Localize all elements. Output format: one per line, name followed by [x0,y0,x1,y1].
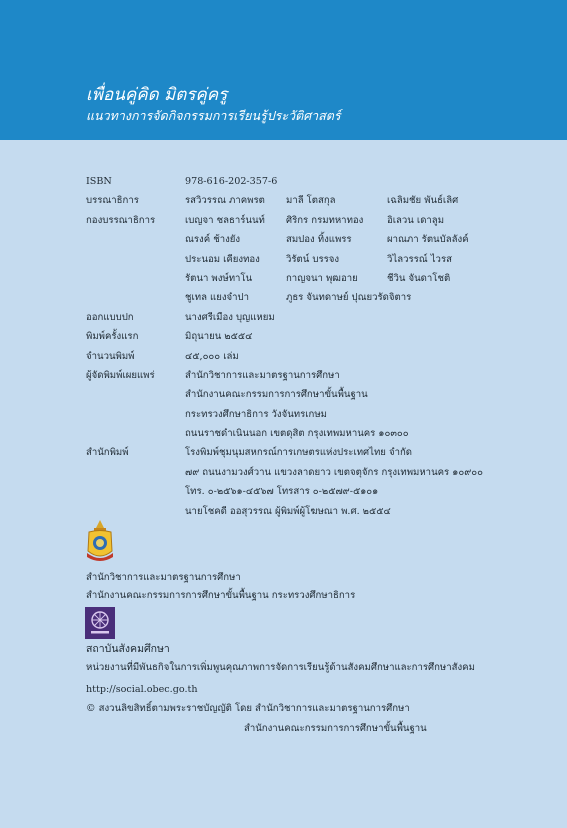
social-institute-description: หน่วยงานที่มีพันธกิจในการเพิ่มพูนคุณภาพการจัดการเรียนรู้ด้านสังคมศึกษาและการศึกษาสังคม [86,662,475,673]
credit-value: ๔๕,๐๐๐ เล่ม [185,350,239,362]
credit-value: กาญจนา พุฒอาย [286,272,358,284]
credit-label: จำนวนพิมพ์ [86,350,135,362]
credit-value: รสวิวรรณ ภาคพรต [185,195,265,207]
credit-row [86,385,546,404]
credit-label: สำนักพิมพ์ [86,447,129,459]
credit-row [86,327,546,346]
credit-value: โรงพิมพ์ชุมนุมสหกรณ์การเกษตรแห่งประเทศไทย จำกัด [185,447,413,459]
copyright-line-1: © สงวนลิขสิทธิ์ตามพระราชบัญญัติ โดย สำนักวิชาการและมาตรฐานการศึกษา [86,703,410,714]
credit-value: อิเลวน เดาลูม [387,214,445,226]
credit-row [86,463,546,482]
credit-row [86,482,546,501]
credits-block [86,172,546,521]
credit-value: สำนักงานคณะกรรมการการศึกษาขั้นพื้นฐาน [185,389,368,401]
credit-value: วิรัตน์ บรรจง [286,253,340,265]
credit-row [86,502,546,521]
credit-value: ๗๙ ถนนงามวงศ์วาน แขวงลาดยาว เขตจตุจักร กรุงเทพมหานคร ๑๐๙๐๐ [185,466,483,478]
credit-row [86,347,546,366]
credit-value: ประนอม เคียงทอง [185,253,260,265]
publisher-office: สำนักวิชาการและมาตรฐานการศึกษา [86,572,241,583]
credit-value: ศิริกร กรมทหาทอง [286,214,364,226]
credit-value: ภูธร จันทดาษย์ ปุณยวรัดจิตาร [286,292,412,304]
credit-row [86,288,546,307]
credit-label: ผู้จัดพิมพ์เผยแพร่ [86,369,155,381]
credit-row [86,308,546,327]
book-title: เพื่อนคู่คิด มิตรคู่ครู [86,85,228,105]
publisher-agency: สำนักงานคณะกรรมการการศึกษาขั้นพื้นฐาน กระทรวงศึกษาธิการ [86,590,356,601]
credit-value: นายโชคดี ออสุวรรณ ผู้พิมพ์ผู้โฆษณา พ.ศ. ๒๕๕๔ [185,505,391,517]
credit-value: มาลี โตสกุล [286,195,336,207]
credit-value: มิถุนายน ๒๕๕๔ [185,331,253,343]
credit-value: ชีวิน จันดาโชติ [387,272,451,284]
credit-label: ออกแบบปก [86,311,134,323]
credit-row [86,191,546,210]
credit-value: สมปอง ทิ้งแพรร [286,234,352,246]
book-subtitle: แนวทางการจัดกิจกรรมการเรียนรู้ประวัติศาสตร์ [86,108,341,123]
credit-label: กองบรรณาธิการ [86,214,156,226]
credit-row [86,211,546,230]
credit-value: กระทรวงศึกษาธิการ วังจันทรเกษม [185,408,327,420]
social-institute-emblem-icon [85,607,115,639]
credit-label: พิมพ์ครั้งแรก [86,331,139,343]
credit-value: โทร. ๐-๒๕๖๑-๔๕๖๗ โทรสาร ๐-๒๕๗๙-๕๑๐๑ [185,486,379,498]
credit-row [86,405,546,424]
credit-value: ณรงค์ ช้างยัง [185,234,241,246]
credit-value: สำนักวิชาการและมาตรฐานการศึกษา [185,369,340,381]
credit-row [86,424,546,443]
cover-header [0,0,567,140]
credit-value: ถนนราชดำเนินนอก เขตดุสิต กรุงเทพมหานคร ๑๐๓๐๐ [185,428,409,440]
credit-row [86,250,546,269]
credit-value: นางศรีเมือง บุญแหยม [185,311,275,323]
credit-value: รัตนา พงษ์ทาโน [185,272,253,284]
credit-value: วิไลวรรณ์ ไวรส [387,253,452,265]
credit-label: ISBN [86,176,112,187]
credit-row [86,366,546,385]
credit-row [86,269,546,288]
credit-value: เฉลิมชัย พันธ์เลิศ [387,195,459,207]
credit-value: ผาณภา รัตนบัลลังค์ [387,234,469,246]
website-link[interactable]: http://social.obec.go.th [86,684,198,695]
credit-row [86,230,546,249]
obec-emblem-icon [85,519,115,563]
credit-value: 978-616-202-357-6 [185,176,278,187]
social-institute-title: สถาบันสังคมศึกษา [86,643,170,655]
credit-label: บรรณาธิการ [86,195,139,207]
copyright-line-2: สำนักงานคณะกรรมการการศึกษาขั้นพื้นฐาน [244,723,427,734]
credit-row [86,172,546,191]
credit-value: ชูเทล แยงจำปา [185,292,250,304]
credit-value: เบญจา ชลธาร์นนท์ [185,214,265,226]
credit-row [86,443,546,462]
